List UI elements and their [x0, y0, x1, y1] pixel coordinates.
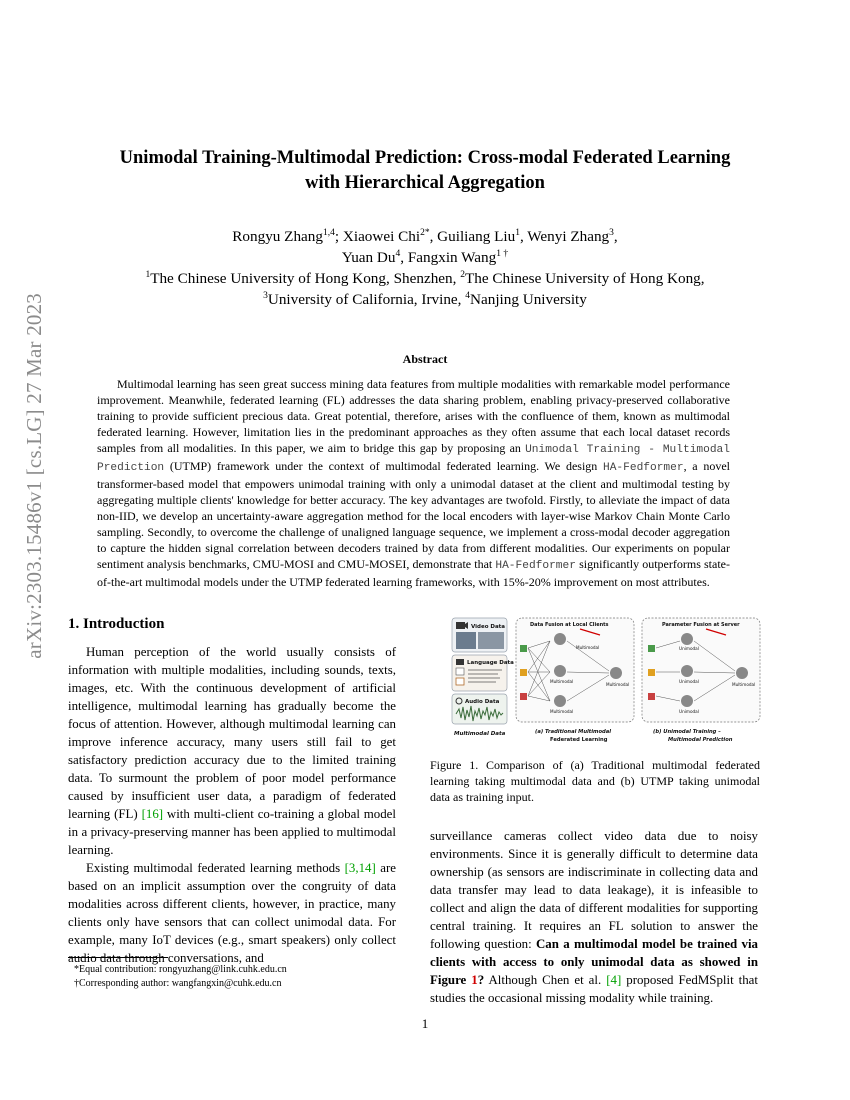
- affiliation-line-2: $^3$University of California, Irvine, $^4$Nanjing University: [263, 290, 587, 308]
- figure-1-caption: Figure 1. Comparison of (a) Traditional multimodal federated learning taking multimodal data and (b) UTMP taking unimodal data as training input.: [430, 758, 760, 804]
- footnote-rule: [68, 957, 168, 958]
- video-camera-icon: [456, 622, 465, 629]
- multimodal-data-label: Multimodal Data: [454, 731, 506, 737]
- utmp-term: Unimodal Training - Multimodal Prediction: [97, 444, 730, 474]
- right-column: [430, 827, 758, 1007]
- video-data-label: Video Data: [471, 624, 506, 630]
- arxiv-identifier: arXiv:2303.15486v1 [cs.LG] 27 Mar 2023: [22, 293, 46, 659]
- audio-data-label: Audio Data: [465, 699, 500, 705]
- affiliation-line-1: $^1$The Chinese University of Hong Kong, Shenzhen, $^2$The Chinese University of Hong Kong,: [145, 269, 705, 287]
- caption-b-line-1: (b) Unimodal Training –: [653, 729, 721, 735]
- model-name: HA-Fedformer: [495, 560, 576, 572]
- intro-paragraph-3: surveillance cameras collect video data due to noisy environments. Since it is generally difficult to determine data ownership (as sensors are indiscriminate in collecting data and data transfer may lead to data leakage), it is infeasible to collect and align the data of different modalities for supporting central training. It requires an FL solution to answer the following question: Can a multimodal model be trained via clients with access to only unimodal data as showed in Figure 1? Although Chen et al. [4] proposed FedMSplit that studies the occasional missing modality while training.: [430, 829, 758, 1005]
- svg-text:Multimodal: Multimodal: [576, 645, 600, 650]
- figure-1-diagram: [450, 617, 764, 747]
- left-column: [68, 643, 396, 967]
- paper-title: [60, 146, 790, 196]
- footnote-equal-contribution: *Equal contribution: rongyuzhang@link.cuhk.edu.cn: [74, 964, 287, 975]
- title-line-1: Unimodal Training-Multimodal Prediction: Cross-modal Federated Learning: [119, 148, 731, 168]
- intro-paragraph-1: Human perception of the world usually consists of information with multiple modalities, including sounds, texts, images, etc. With the continuous development of artificial intelligence, multimodal learning has gradually become the focus of attention. However, although multimodal learning can improve inference accuracy, many users still fail to get satisfactory prediction accuracy due to the limited training data. To surmount the problem of poor model performance caused by insufficient user data, a paradigm of federated learning (FL) [16] with multi-client co-training a global model in a privacy-preserving manner has been applied to multimodal learning.: [68, 645, 396, 857]
- page-number: 1: [421, 1016, 429, 1031]
- footnote-corresponding-author: †Corresponding author: wangfangxin@cuhk.edu.cn: [74, 978, 282, 989]
- footnotes: [74, 963, 404, 991]
- svg-text:Multimodal: Multimodal: [732, 682, 756, 687]
- data-fusion-label: Data Fusion at Local Clients: [530, 622, 609, 628]
- svg-text:Multimodal: Multimodal: [550, 709, 574, 714]
- language-data-label: Language Data: [467, 660, 514, 666]
- svg-text:Multimodal: Multimodal: [550, 679, 574, 684]
- section-heading: 1. Introduction: [68, 616, 165, 632]
- abstract-heading: Abstract: [402, 352, 448, 366]
- parameter-fusion-label: Parameter Fusion at Server: [662, 622, 740, 628]
- caption-a-line-1: (a) Traditional Multimodal: [535, 729, 612, 735]
- keyboard-icon: [456, 659, 464, 665]
- caption-b-line-2: Multimodal Prediction: [668, 737, 733, 743]
- svg-text:Unimodal: Unimodal: [679, 709, 699, 714]
- svg-text:Unimodal: Unimodal: [679, 646, 699, 651]
- author-line-2: Yuan Du$^4$, Fangxin Wang$^{1 \dagger}$: [341, 248, 509, 266]
- citation-link[interactable]: [16]: [141, 807, 164, 821]
- author-block: [60, 226, 790, 310]
- svg-text:Unimodal: Unimodal: [679, 679, 699, 684]
- caption-a-line-2: Federated Learning: [550, 737, 608, 743]
- intro-paragraph-2: Existing multimodal federated learning methods [3,14] are based on an implicit assumption over the congruity of data modalities across different clients, however, in practice, many clients only have sensors that can collect unimodal data. For example, many IoT devices (e.g., smart speakers) only collect audio data through conversations, and: [68, 861, 396, 965]
- author-line-1: Rongyu Zhang$^{1,4}$; Xiaowei Chi$^{2*}$, Guiliang Liu$^1$, Wenyi Zhang$^3$,: [232, 227, 618, 245]
- figure-reference-link[interactable]: 1: [471, 973, 478, 987]
- citation-link[interactable]: [3,: [344, 861, 359, 875]
- title-line-2: with Hierarchical Aggregation: [305, 173, 545, 193]
- citation-link[interactable]: 14]: [358, 861, 376, 875]
- model-name: HA-Fedformer: [603, 462, 684, 474]
- citation-link[interactable]: [4]: [606, 973, 622, 987]
- svg-text:Multimodal: Multimodal: [606, 682, 630, 687]
- abstract-text: Multimodal learning has seen great success mining data features from multiple modalities with remarkable model performance improvement. Meanwhile, federated learning (FL) addresses the data sharing problem, enabling privacy-preserved collaborative training to provide sufficient precious data. Great potential, therefore, arises with the confluence of them, known as multimodal federated learning. However, limitation lies in the predominant approaches as they often assume that each local dataset records samples from all modalities. In this paper, we aim to bridge this gap by proposing an Unimodal Training - Multimodal Prediction (UTMP) framework under the context of multimodal federated learning. We design HA-Fedformer, a novel transformer-based model that empowers unimodal training with only a unimodal dataset at the client and multimodal testing by aggregating multiple clients' knowledge for better accuracy. The key advantages are twofold. Firstly, to alleviate the impact of data non-IID, we develop an uncertainty-aware aggregation method for the local encoders with layer-wise Markov Chain Monte Carlo sampling. Secondly, to overcome the challenge of unaligned language sequence, we implement a cross-modal decoder aggregation to capture the hidden signal correlation between decoders trained by data from different modalities. Our experiments on popular sentiment analysis benchmarks, CMU-MOSI and CMU-MOSEI, demonstrate that HA-Fedformer significantly outperforms state-of-the-art multimodal models under the UTMP federated learning frameworks, with 15%-20% improvement on most attributes.: [97, 377, 730, 589]
